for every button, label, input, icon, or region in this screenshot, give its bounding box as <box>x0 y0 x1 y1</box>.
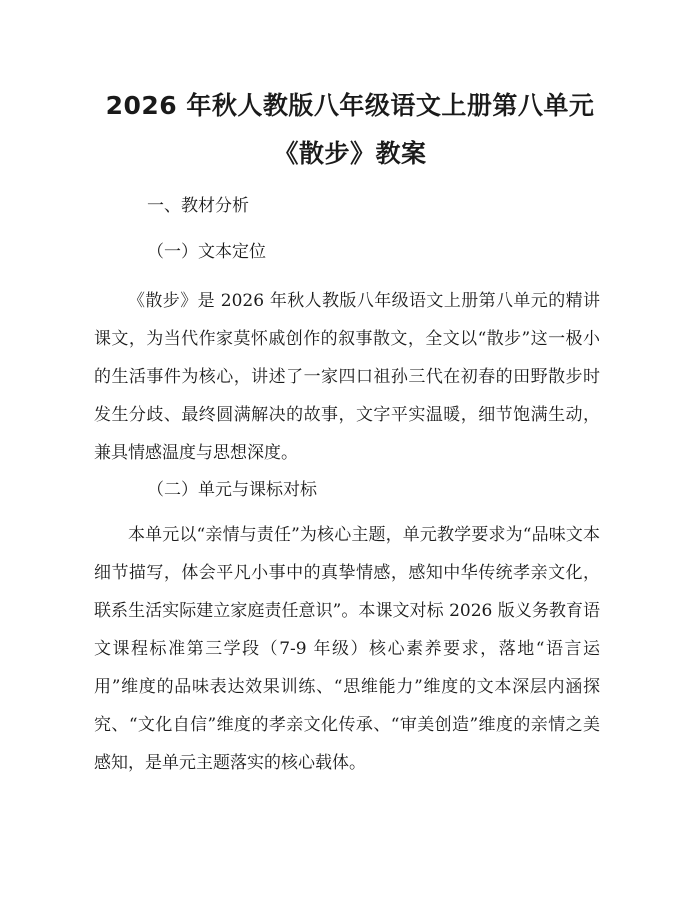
subsection-heading-unit-curriculum: （二）单元与课标对标 <box>147 480 317 500</box>
paragraph-unit-curriculum: 本单元以“亲情与责任”为核心主题，单元教学要求为“品味文本细节描写，体会平凡小事中的真挚情感，感知中华传统孝亲文化，联系生活实际建立家庭责任意识”。本课文对标 2026 版义务教育语文课程标准第三学段（7-9 年级）核心素养要求，落地“语言运用”维度的品味表达效果训练、“思维能力”维度的文本深层内涵探究、“文化自信”维度的孝亲文化传承、“审美创造”维度的亲情之美感知，是单元主题落实的核心载体。 <box>94 525 600 773</box>
document-title-line-2: 《散步》教案 <box>273 139 427 168</box>
paragraph-text-positioning: 《散步》是 2026 年秋人教版八年级语文上册第八单元的精讲课文，为当代作家莫怀戚创作的叙事散文，全文以“散步”这一极小的生活事件为核心，讲述了一家四口祖孙三代在初春的田野散步时发生分歧、最终圆满解决的故事，文字平实温暖，细节饱满生动，兼具情感温度与思想深度。 <box>94 291 600 463</box>
section-heading-textbook-analysis: 一、教材分析 <box>147 196 249 216</box>
document-title-line-1: 2026 年秋人教版八年级语文上册第八单元 <box>105 91 595 120</box>
subsection-heading-text-positioning: （一）文本定位 <box>147 242 266 262</box>
